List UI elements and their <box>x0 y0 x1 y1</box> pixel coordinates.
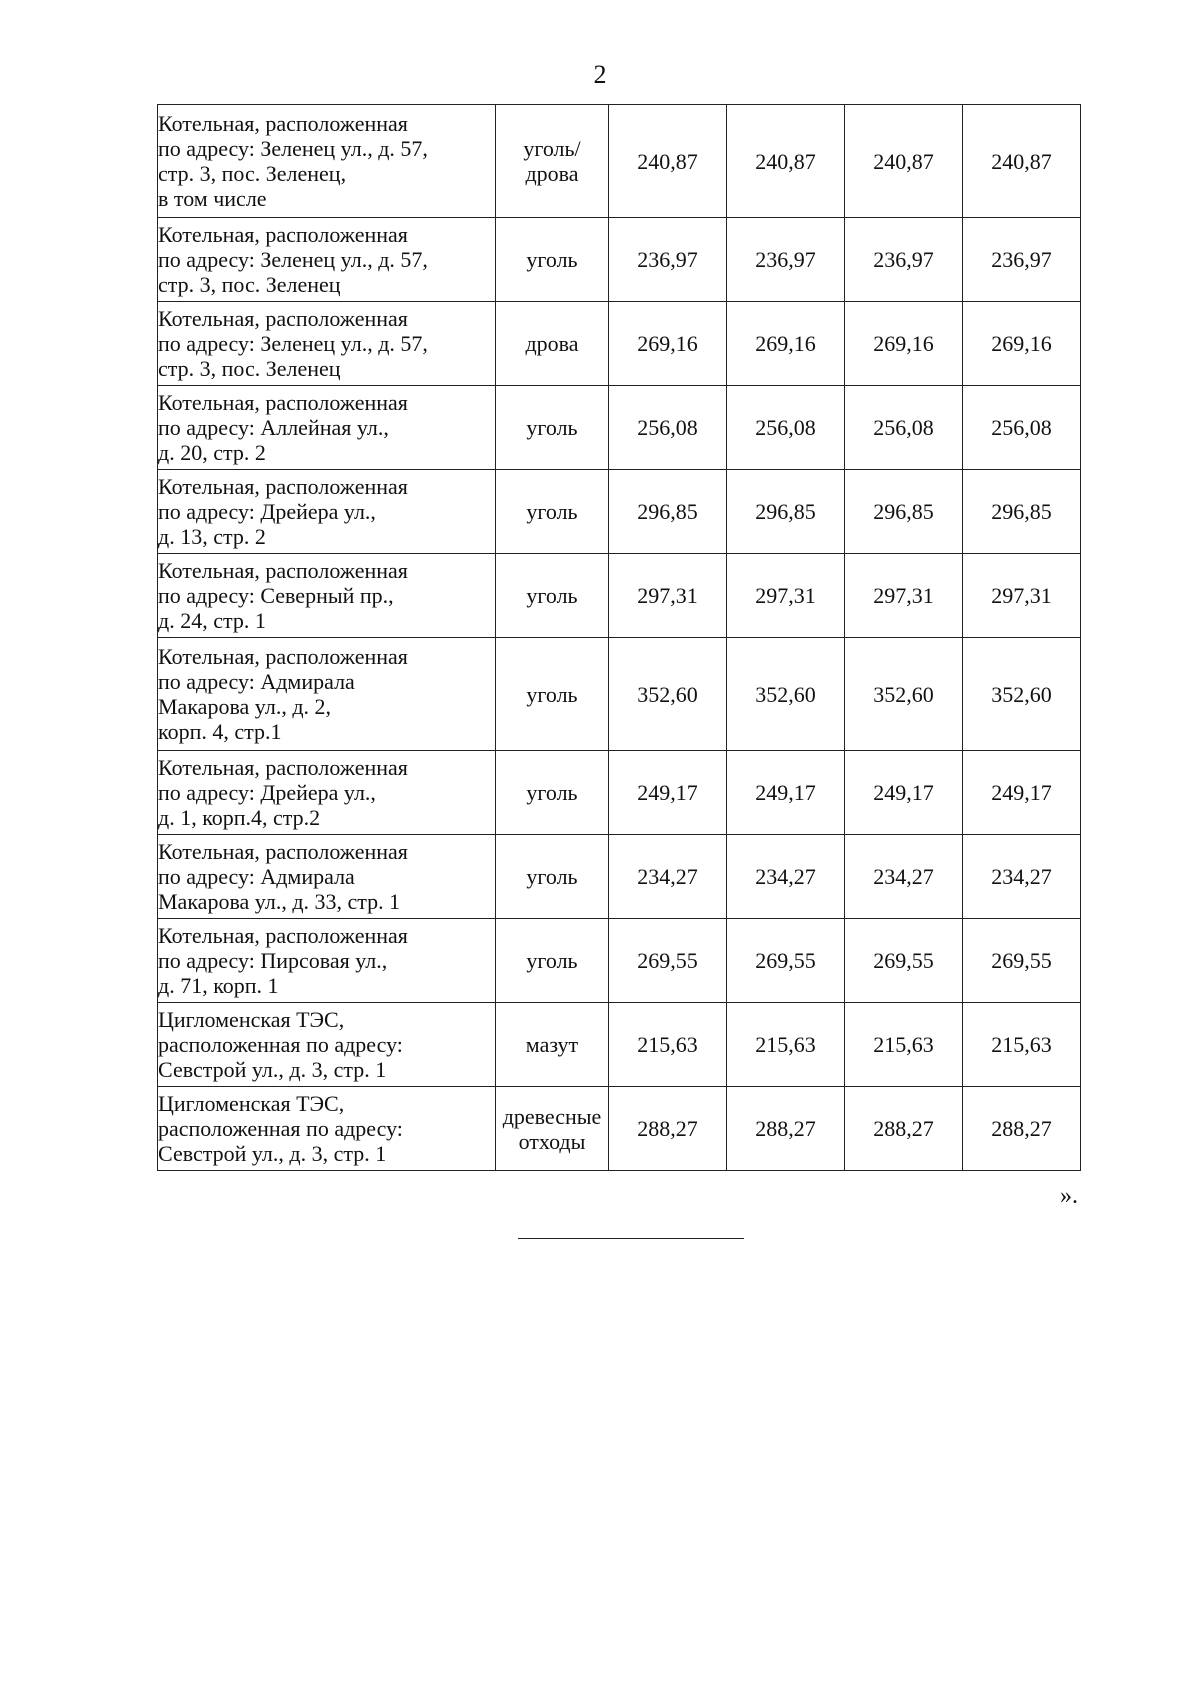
tariff-value-cell: 240,87 <box>609 105 727 218</box>
facility-name-line: стр. 3, пос. Зеленец <box>158 272 341 297</box>
table-row <box>158 751 1081 835</box>
tariff-value-cell: 236,97 <box>963 218 1081 302</box>
tariff-table <box>157 104 1081 1171</box>
table-row <box>158 302 1081 386</box>
fuel-type-line: уголь <box>526 583 578 608</box>
fuel-type-cell <box>496 218 609 302</box>
table-row <box>158 1087 1081 1171</box>
facility-name-line: д. 20, стр. 2 <box>158 440 266 465</box>
facility-name-line: Котельная, расположенная <box>158 306 408 331</box>
facility-name-line: д. 1, корп.4, стр.2 <box>158 805 321 830</box>
tariff-value-cell: 249,17 <box>845 751 963 835</box>
end-rule <box>518 1238 744 1239</box>
table-row <box>158 638 1081 751</box>
facility-name-line: Котельная, расположенная <box>158 923 408 948</box>
table-row <box>158 1003 1081 1087</box>
facility-name-line: Котельная, расположенная <box>158 390 408 415</box>
facility-name-line: д. 24, стр. 1 <box>158 608 266 633</box>
fuel-type-line: дрова <box>525 161 579 186</box>
table-row <box>158 470 1081 554</box>
facility-name-cell <box>158 751 496 835</box>
tariff-value-cell: 256,08 <box>845 386 963 470</box>
facility-name-line: Макарова ул., д. 33, стр. 1 <box>158 889 401 914</box>
fuel-type-line: уголь <box>526 681 578 707</box>
tariff-value-cell: 288,27 <box>609 1087 727 1171</box>
tariff-value-cell: 269,55 <box>845 919 963 1003</box>
tariff-value-cell: 269,55 <box>963 919 1081 1003</box>
facility-name-cell <box>158 386 496 470</box>
fuel-type-line: отходы <box>518 1128 586 1154</box>
fuel-type-line: уголь <box>526 415 578 440</box>
facility-name-cell <box>158 835 496 919</box>
facility-name-line: по адресу: Зеленец ул., д. 57, <box>158 136 428 161</box>
facility-name-line: Цигломенская ТЭС, <box>158 1007 345 1032</box>
facility-name-cell <box>158 105 496 218</box>
facility-name-cell <box>158 1087 496 1171</box>
tariff-value-cell: 269,16 <box>609 302 727 386</box>
fuel-type-line: уголь <box>526 948 578 973</box>
tariff-value-cell: 236,97 <box>845 218 963 302</box>
tariff-value-cell: 256,08 <box>609 386 727 470</box>
facility-name-cell <box>158 554 496 638</box>
tariff-value-cell: 236,97 <box>727 218 845 302</box>
facility-name-line: расположенная по адресу: <box>158 1032 403 1057</box>
facility-name-cell <box>158 1003 496 1087</box>
tariff-value-cell: 296,85 <box>963 470 1081 554</box>
facility-name-line: Севстрой ул., д. 3, стр. 1 <box>158 1057 387 1082</box>
table-row <box>158 218 1081 302</box>
fuel-type-cell <box>496 302 609 386</box>
tariff-value-cell: 234,27 <box>845 835 963 919</box>
tariff-value-cell: 249,17 <box>727 751 845 835</box>
fuel-type-cell <box>496 386 609 470</box>
tariff-value-cell: 215,63 <box>963 1003 1081 1087</box>
tariff-value-cell: 215,63 <box>609 1003 727 1087</box>
tariff-value-cell: 234,27 <box>609 835 727 919</box>
tariff-value-cell: 296,85 <box>609 470 727 554</box>
facility-name-cell <box>158 302 496 386</box>
facility-name-line: стр. 3, пос. Зеленец, <box>158 161 347 186</box>
table-row <box>158 386 1081 470</box>
tariff-value-cell: 240,87 <box>845 105 963 218</box>
facility-name-line: корп. 4, стр.1 <box>158 719 282 744</box>
fuel-type-line: уголь <box>526 864 578 889</box>
tariff-value-cell: 288,27 <box>845 1087 963 1171</box>
fuel-type-cell <box>496 638 609 751</box>
facility-name-cell <box>158 218 496 302</box>
table-row <box>158 554 1081 638</box>
fuel-type-line: уголь/ <box>523 136 581 161</box>
facility-name-line: расположенная по адресу: <box>158 1116 403 1141</box>
tariff-value-cell: 352,60 <box>727 638 845 751</box>
page-number: 2 <box>593 60 607 89</box>
table-row <box>158 835 1081 919</box>
tariff-value-cell: 297,31 <box>845 554 963 638</box>
tariff-value-cell: 352,60 <box>845 638 963 751</box>
facility-name-line: в том числе <box>158 186 267 211</box>
facility-name-line: Котельная, расположенная <box>158 755 408 780</box>
tariff-value-cell: 288,27 <box>963 1087 1081 1171</box>
tariff-value-cell: 352,60 <box>609 638 727 751</box>
tariff-value-cell: 269,16 <box>727 302 845 386</box>
fuel-type-cell <box>496 1087 609 1171</box>
facility-name-line: стр. 3, пос. Зеленец <box>158 356 341 381</box>
tariff-value-cell: 249,17 <box>963 751 1081 835</box>
facility-name-cell <box>158 470 496 554</box>
facility-name-line: Севстрой ул., д. 3, стр. 1 <box>158 1141 387 1166</box>
facility-name-line: Котельная, расположенная <box>158 111 408 136</box>
tariff-value-cell: 297,31 <box>609 554 727 638</box>
fuel-type-line: уголь <box>526 499 578 524</box>
tariff-value-cell: 297,31 <box>963 554 1081 638</box>
fuel-type-cell <box>496 554 609 638</box>
tariff-value-cell: 296,85 <box>845 470 963 554</box>
tariff-value-cell: 256,08 <box>963 386 1081 470</box>
facility-name-line: Котельная, расположенная <box>158 839 408 864</box>
fuel-type-cell <box>496 835 609 919</box>
fuel-type-line: мазут <box>525 1032 579 1057</box>
tariff-value-cell: 297,31 <box>727 554 845 638</box>
fuel-type-cell <box>496 919 609 1003</box>
tariff-value-cell: 215,63 <box>845 1003 963 1087</box>
facility-name-line: по адресу: Пирсовая ул., <box>158 948 388 973</box>
facility-name-line: Цигломенская ТЭС, <box>158 1091 345 1116</box>
tariff-value-cell: 269,16 <box>845 302 963 386</box>
facility-name-line: по адресу: Зеленец ул., д. 57, <box>158 247 428 272</box>
table-row <box>158 919 1081 1003</box>
facility-name-line: по адресу: Адмирала <box>158 669 355 694</box>
facility-name-line: д. 71, корп. 1 <box>158 973 279 998</box>
table-row <box>158 105 1081 218</box>
tariff-value-cell: 240,87 <box>727 105 845 218</box>
facility-name-line: по адресу: Зеленец ул., д. 57, <box>158 331 428 356</box>
facility-name-line: по адресу: Дрейера ул., <box>158 499 376 524</box>
fuel-type-line: уголь <box>526 780 578 805</box>
fuel-type-line: древесные <box>502 1103 602 1129</box>
tariff-value-cell: 296,85 <box>727 470 845 554</box>
facility-name-line: д. 13, стр. 2 <box>158 524 266 549</box>
facility-name-line: по адресу: Аллейная ул., <box>158 415 389 440</box>
facility-name-cell <box>158 919 496 1003</box>
fuel-type-cell <box>496 1003 609 1087</box>
tariff-value-cell: 256,08 <box>727 386 845 470</box>
facility-name-line: по адресу: Адмирала <box>158 864 355 889</box>
tariff-value-cell: 352,60 <box>963 638 1081 751</box>
fuel-type-line: уголь <box>526 247 578 272</box>
facility-name-line: Котельная, расположенная <box>158 222 408 247</box>
tariff-value-cell: 269,55 <box>609 919 727 1003</box>
facility-name-line: Котельная, расположенная <box>158 644 408 669</box>
tariff-value-cell: 215,63 <box>727 1003 845 1087</box>
facility-name-cell <box>158 638 496 751</box>
fuel-type-cell <box>496 105 609 218</box>
tariff-value-cell: 249,17 <box>609 751 727 835</box>
facility-name-line: Макарова ул., д. 2, <box>158 694 332 719</box>
facility-name-line: Котельная, расположенная <box>158 474 408 499</box>
tariff-value-cell: 234,27 <box>727 835 845 919</box>
tariff-value-cell: 269,16 <box>963 302 1081 386</box>
tariff-value-cell: 236,97 <box>609 218 727 302</box>
tariff-value-cell: 288,27 <box>727 1087 845 1171</box>
closing-quote: ». <box>1060 1183 1078 1209</box>
fuel-type-cell <box>496 470 609 554</box>
facility-name-line: по адресу: Дрейера ул., <box>158 780 376 805</box>
fuel-type-line: дрова <box>525 331 579 356</box>
tariff-value-cell: 234,27 <box>963 835 1081 919</box>
tariff-value-cell: 240,87 <box>963 105 1081 218</box>
tariff-value-cell: 269,55 <box>727 919 845 1003</box>
facility-name-line: по адресу: Северный пр., <box>158 583 394 608</box>
fuel-type-cell <box>496 751 609 835</box>
tariff-table-body <box>158 105 1081 1171</box>
facility-name-line: Котельная, расположенная <box>158 558 408 583</box>
